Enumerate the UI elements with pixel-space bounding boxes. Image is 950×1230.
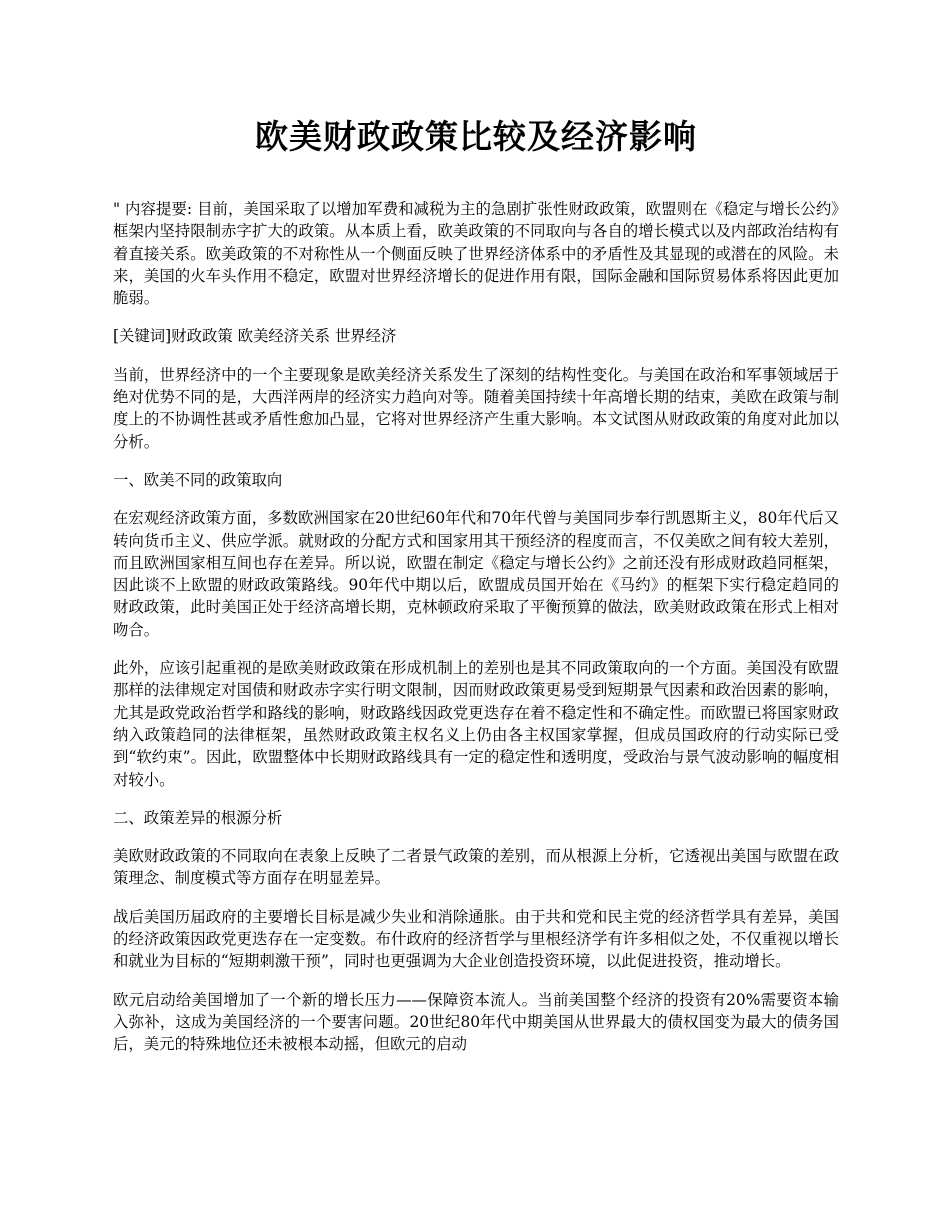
- document-title: 欧美财政政策比较及经济影响: [255, 117, 697, 156]
- abstract-paragraph: " 内容提要: 目前，美国采取了以增加军费和减税为主的急剧扩张性财政政策，欧盟则在《稳定与增长公约》框架内坚持限制赤字扩大的政策。从本质上看，欧美政策的不同取向与各自的增长模式以及内部政治结构有着直接关系。欧美政策的不对称性从一个侧面反映了世界经济体系中的矛盾性及其显现的或潜在的风险。未来，美国的火车头作用不稳定，欧盟对世界经济增长的促进作用有限，国际金融和国际贸易体系将因此更加脆弱。: [113, 200, 839, 308]
- document-page: [113, 110, 839, 1072]
- body-paragraph: 欧元启动给美国增加了一个新的增长压力——保障资本流人。当前美国整个经济的投资有20%需要资本输入弥补，这成为美国经济的一个要害问题。20世纪80年代中期美国从世界最大的债权国变为最大的债务国后，美元的特殊地位还未被根本动摇，但欧元的启动: [113, 990, 839, 1054]
- section-heading-1: 一、欧美不同的政策取向: [113, 470, 283, 489]
- body-paragraph: 在宏观经济政策方面，多数欧洲国家在20世纪60年代和70年代曾与美国同步奉行凯恩斯主义，80年代后又转向货币主义、供应学派。就财政的分配方式和国家用其干预经济的程度而言，不仅美欧之间有较大差别，而且欧洲国家相互间也存在差异。所以说，欧盟在制定《稳定与增长公约》之前还没有形成财政趋同框架，因此谈不上欧盟的财政政策路线。90年代中期以后，欧盟成员国开始在《马约》的框架下实行稳定趋同的财政政策，此时美国正处于经济高增长期，克林顿政府采取了平衡预算的做法，欧美财政政策在形式上相对吻合。: [113, 509, 839, 639]
- body-paragraph: 战后美国历届政府的主要增长目标是减少失业和消除通胀。由于共和党和民主党的经济哲学具有差异，美国的经济政策因政党更迭存在一定变数。布什政府的经济哲学与里根经济学有许多相似之处，不仅重视以增长和就业为目标的“短期刺激干预”，同时也更强调为大企业创造投资环境，以此促进投资，推动增长。: [113, 907, 839, 971]
- intro-paragraph: 当前，世界经济中的一个主要现象是欧美经济关系发生了深刻的结构性变化。与美国在政治和军事领域居于绝对优势不同的是，大西洋两岸的经济实力趋向对等。随着美国持续十年高增长期的结束，美欧在政策与制度上的不协调性甚或矛盾性愈加凸显，它将对世界经济产生重大影响。本文试图从财政政策的角度对此加以分析。: [113, 365, 839, 451]
- body-paragraph: 美欧财政政策的不同取向在表象上反映了二者景气政策的差别，而从根源上分析，它透视出美国与欧盟在政策理念、制度模式等方面存在明显差异。: [113, 847, 839, 888]
- body-paragraph: 此外，应该引起重视的是欧美财政政策在形成机制上的差别也是其不同政策取向的一个方面。美国没有欧盟那样的法律规定对国债和财政赤字实行明文限制，因而财政政策更易受到短期景气因素和政治因素的影响，尤其是政党政治哲学和路线的影响，财政路线因政党更迭存在着不稳定性和不确定性。而欧盟已将国家财政纳入政策趋同的法律框架，虽然财政政策主权名义上仍由各主权国家掌握，但成员国政府的行动实际已受到“软约束”。因此，欧盟整体中长期财政路线具有一定的稳定性和透明度，受政治与景气波动影响的幅度相对较小。: [113, 659, 839, 789]
- keywords-line: [关键词]财政政策 欧美经济关系 世界经济: [113, 327, 397, 346]
- section-heading-2: 二、政策差异的根源分析: [113, 808, 283, 827]
